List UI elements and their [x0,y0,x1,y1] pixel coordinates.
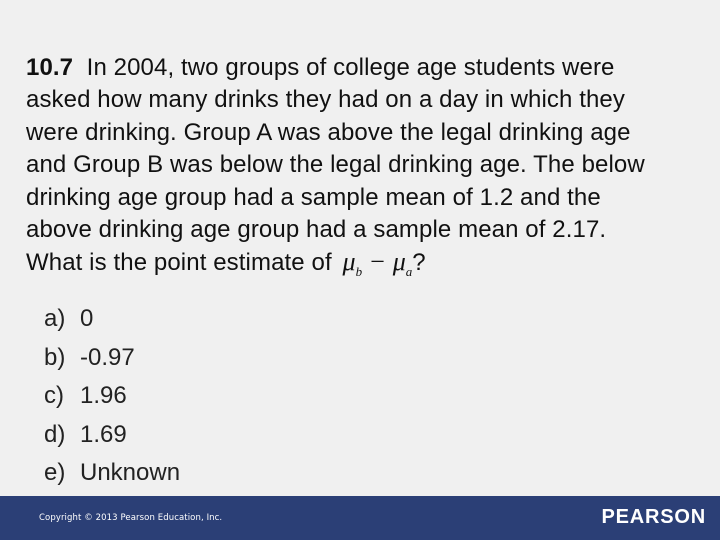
option-a [44,303,180,342]
mu-a-symbol: μ [392,247,406,277]
copyright-notice: Copyright © 2013 Pearson Education, Inc. [39,513,223,523]
option-c [44,380,180,419]
option-letter: a) [44,305,66,332]
question-mark: ? [412,249,426,277]
subscript-b: b [355,264,363,280]
option-d [44,419,180,458]
option-letter: c) [44,382,64,409]
question-line-6: above drinking age group had a sample mean of 2.17. [26,216,607,244]
option-text: 1.69 [80,420,127,448]
question-line-4: and Group B was below the legal drinking age. The below [26,151,645,179]
answer-options [44,303,180,496]
option-text: -0.97 [80,343,135,371]
question-text [26,52,706,289]
subscript-a: a [405,264,413,280]
question-number: 10.7 [26,54,74,81]
question-line-7 [26,246,706,288]
question-line-3: were drinking. Group A was above the legal drinking age [26,118,631,146]
mean-difference-formula [339,246,413,288]
option-b [44,342,180,381]
question-line-5: drinking age group had a sample mean of 1.2 and the [26,183,601,211]
question-line-2: asked how many drinks they had on a day in which they [26,86,625,114]
option-text: 1.96 [80,382,127,409]
question-line-1-text: In 2004, two groups of college age students were [86,54,615,81]
pearson-logo: PEARSON [601,506,706,528]
question-line-7-text: What is the point estimate of [26,249,332,277]
minus-sign: − [370,247,385,277]
option-letter: d) [44,420,66,448]
option-letter: b) [44,343,66,371]
mu-b-symbol: μ [342,247,356,277]
option-text: 0 [80,305,94,332]
footer-bar [0,496,720,540]
option-text: Unknown [80,459,181,486]
question-line-1 [26,52,706,84]
option-e [44,457,180,496]
option-letter: e) [44,459,66,486]
